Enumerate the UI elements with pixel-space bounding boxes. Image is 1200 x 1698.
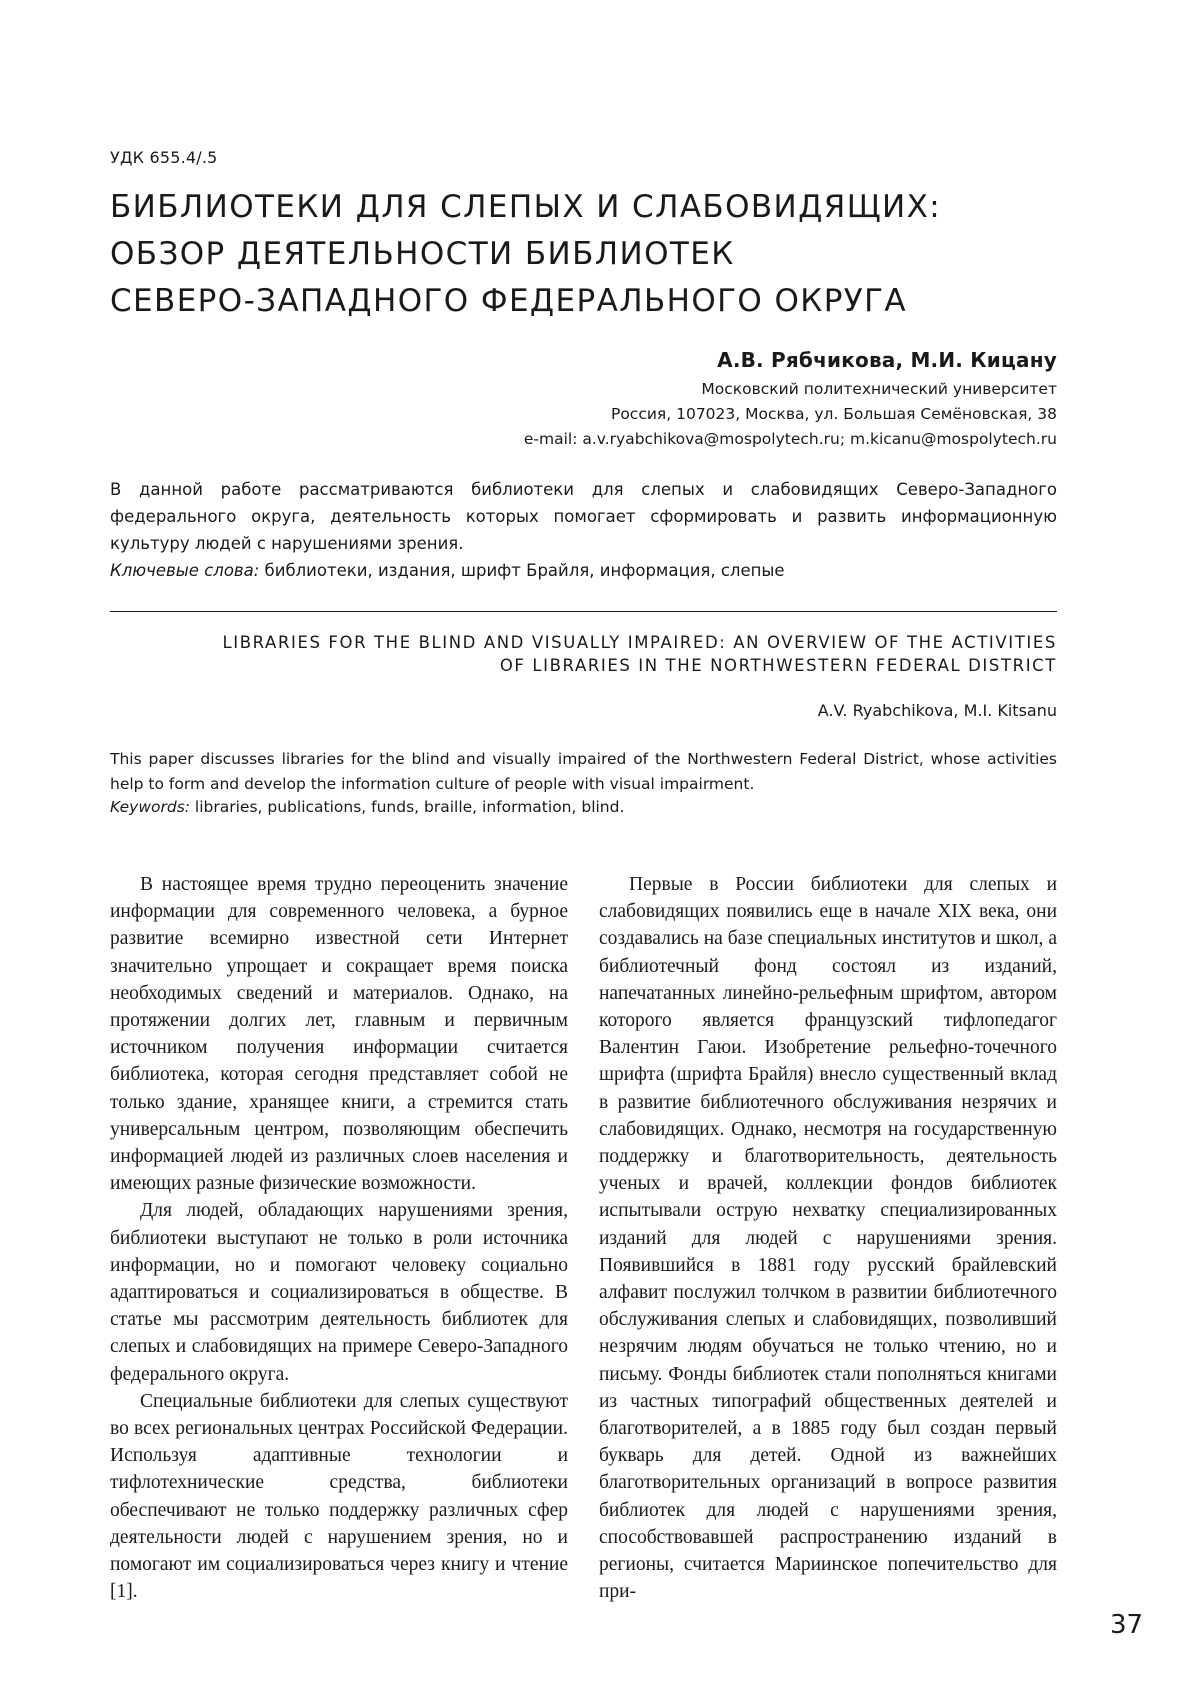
keywords-ru-text: библиотеки, издания, шрифт Брайля, информация, слепые (259, 561, 785, 580)
body-column-right (599, 871, 1057, 1605)
keywords-ru (110, 561, 785, 580)
page-number: 37 (1110, 1610, 1144, 1640)
article-title (110, 184, 1070, 325)
title-en (222, 631, 1057, 677)
authors-en: A.V. Ryabchikova, M.I. Kitsanu (817, 701, 1057, 720)
body-paragraph: Первые в России библиотеки для слепых и слабовидящих появились еще в начале XIX века, они создавались на базе специальных институтов и школ, а библиотечный фонд состоял из изданий, напечатанных линейно-рельефным шрифтом, автором которого является французский тифлопедагог Валентин Гаюи. Изобретение рельефно-точечного шрифта (шрифта Брайля) внесло существенный вклад в развитие библиотечного обслуживания незрячих и слабовидящих. Однако, несмотря на государственную поддержку и благотворительность, деятельность ученых и врачей, коллекции фондов библиотек испытывали острую нехватку специализированных изданий для людей с нарушениями зрения. Появившийся в 1881 году русский брайлевский алфавит послужил толчком в развитии библиотечного обслуживания слепых и слабовидящих, позволивший незрячим людям обучаться не только чтению, но и письму. Фонды библиотек стали пополняться книгами из частных типографий общественных деятелей и благотворителей, а в 1885 году был создан первый букварь для детей. Одной из важнейших благотворительных организаций в вопросе развития библиотек для людей с нарушениями зрения, способствовавшей распространению изданий в регионы, считается Мариинское попечительство для при- (599, 874, 1057, 1603)
title-line: СЕВЕРО-ЗАПАДНОГО ФЕДЕРАЛЬНОГО ОКРУГА (110, 283, 907, 319)
body-paragraph: В настоящее время трудно переоценить значение информации для современного человека, а бурное развитие всемирно известной сети Интернет значительно упрощает и сокращает время поиска необходимых сведений и материалов. Однако, на протяжении долгих лет, главным и первичным источником получения информации считается библиотека, которая сегодня представляет собой не только здание, хранящее книги, а стремится стать универсальным центром, позволяющим обеспечить информацией людей из различных слоев населения и имеющих разные физические возможности. (110, 874, 568, 1195)
authors-ru: А.В. Рябчикова, М.И. Кицану (717, 348, 1057, 372)
affiliation-email: e-mail: a.v.ryabchikova@mospolytech.ru; m.kicanu@mospolytech.ru (523, 430, 1057, 448)
keywords-en (110, 798, 624, 816)
title-en-line: OF LIBRARIES IN THE NORTHWESTERN FEDERAL DISTRICT (499, 656, 1057, 675)
title-en-line: LIBRARIES FOR THE BLIND AND VISUALLY IMPAIRED: AN OVERVIEW OF THE ACTIVITIES (222, 633, 1057, 652)
body-paragraph: Для людей, обладающих нарушениями зрения, библиотеки выступают не только в роли источника информации, но и помогают человеку социально адаптироваться и социализироваться в обществе. В статье мы рассмотрим деятельность библиотек для слепых и слабовидящих на примере Северо-Западного федерального округа. (110, 1200, 568, 1385)
keywords-ru-label: Ключевые слова: (110, 561, 260, 580)
affiliation-address: Россия, 107023, Москва, ул. Большая Семёновская, 38 (610, 405, 1057, 423)
abstract-ru: В данной работе рассматриваются библиотеки для слепых и слабовидящих Северо-Западного федерального округа, деятельность которых помогает сформировать и развить информационную культуру людей с нарушениями зрения. (110, 480, 1057, 553)
body-paragraph: Специальные библиотеки для слепых существуют во всех региональных центрах Российской Федерации. Используя адаптивные технологии и тифлотехнические средства, библиотеки обеспечивают не только поддержку различных сфер деятельности людей с нарушением зрения, но и помогают им социализироваться через книгу и чтение [1]. (110, 1390, 568, 1603)
body-column-left (110, 871, 568, 1605)
udk-code: УДК 655.4/.5 (110, 148, 218, 167)
affiliation (524, 377, 1057, 452)
keywords-en-label: Keywords: (110, 798, 190, 816)
keywords-en-text: libraries, publications, funds, braille, information, blind. (190, 798, 625, 816)
abstract-en: This paper discusses libraries for the blind and visually impaired of the Northwestern Federal District, whose activities help to form and develop the information culture of people with visual impairment. (110, 750, 1057, 793)
title-line: ОБЗОР ДЕЯТЕЛЬНОСТИ БИБЛИОТЕК (110, 236, 735, 272)
section-divider (110, 611, 1057, 612)
title-line: БИБЛИОТЕКИ ДЛЯ СЛЕПЫХ И СЛАБОВИДЯЩИХ: (110, 189, 942, 225)
affiliation-university: Московский политехнический университет (701, 380, 1057, 398)
